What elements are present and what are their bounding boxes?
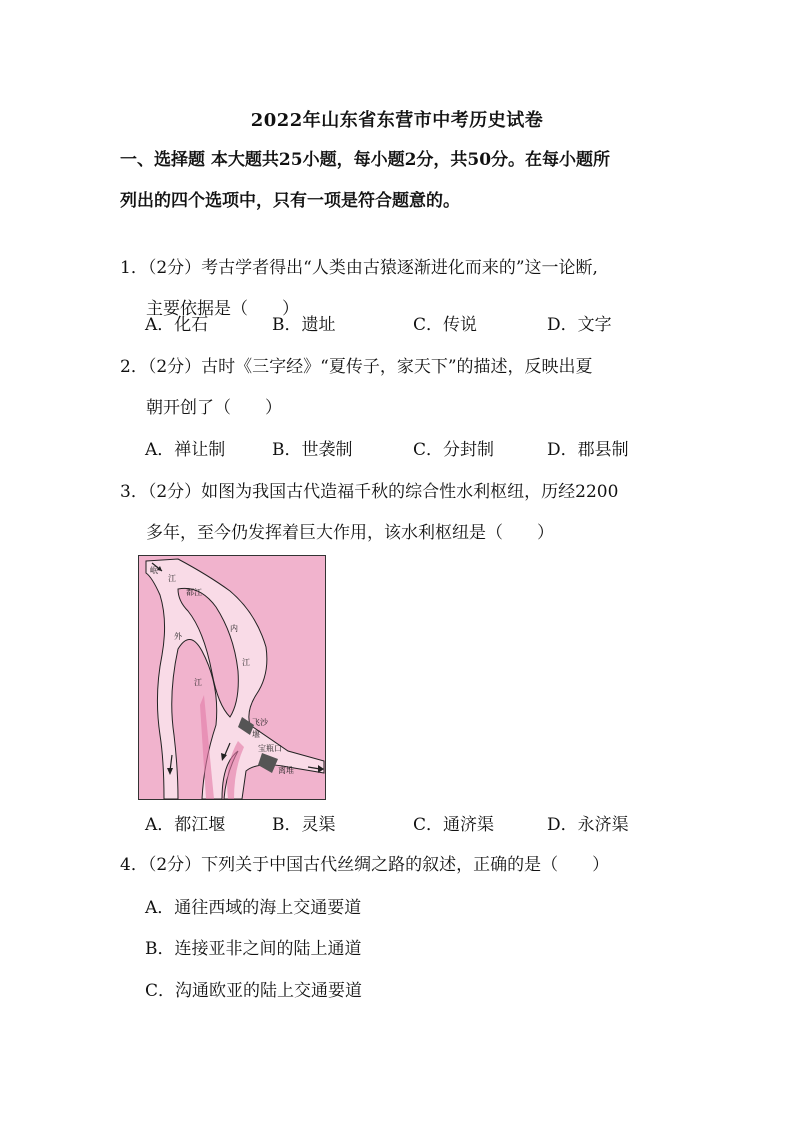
question-4-line-1: 4．（2分）下列关于中国古代丝绸之路的叙述，正确的是（ ） bbox=[120, 855, 610, 875]
label-baoping: 宝瓶口 bbox=[258, 744, 282, 753]
question-2 bbox=[120, 347, 690, 429]
question-2-line-1: 2．（2分）古时《三字经》“夏传子，家天下”的描述，反映出夏 bbox=[120, 357, 593, 377]
question-3-line-2: 多年，至今仍发挥着巨大作用，该水利枢纽是（ ） bbox=[146, 523, 554, 543]
label-jiang-3: 江 bbox=[194, 678, 202, 687]
section-line-2: 列出的四个选项中，只有一项是符合题意的。 bbox=[120, 191, 460, 211]
q2-option-c[interactable]: C．分封制 bbox=[413, 440, 495, 460]
q3-option-d[interactable]: D．永济渠 bbox=[547, 815, 629, 835]
question-1-line-1: 1．（2分）考古学者得出“人类由古猿逐渐进化而来的”这一论断, bbox=[120, 258, 598, 278]
q3-option-b[interactable]: B．灵渠 bbox=[272, 815, 336, 835]
question-3-line-1: 3．（2分）如图为我国古代造福千秋的综合性水利枢纽，历经2200 bbox=[120, 482, 619, 502]
dujiangyan-map bbox=[138, 555, 326, 800]
q4-option-b[interactable]: B．连接亚非之间的陆上通道 bbox=[145, 939, 362, 959]
question-1-line-2: 主要依据是（ ） bbox=[146, 299, 299, 319]
label-dujiang: 都江 bbox=[186, 588, 202, 597]
label-min: 岷 bbox=[150, 566, 158, 575]
label-lidui: 离堆 bbox=[278, 766, 294, 775]
section-heading bbox=[120, 140, 680, 222]
q1-option-a[interactable]: A．化石 bbox=[145, 315, 209, 335]
question-2-line-2: 朝开创了（ ） bbox=[146, 398, 282, 418]
question-4 bbox=[120, 845, 690, 886]
label-yan: 堰 bbox=[252, 730, 260, 739]
section-line-1: 一、选择题 本大题共25小题，每小题2分，共50分。在每小题所 bbox=[120, 150, 611, 170]
q2-option-d[interactable]: D．郡县制 bbox=[547, 440, 629, 460]
label-wai: 外 bbox=[174, 632, 182, 641]
q1-option-b[interactable]: B．遗址 bbox=[272, 315, 336, 335]
q1-option-c[interactable]: C．传说 bbox=[413, 315, 478, 335]
q1-option-d[interactable]: D．文字 bbox=[547, 315, 612, 335]
label-jiang-2: 江 bbox=[242, 658, 250, 667]
q4-option-a[interactable]: A．通往西域的海上交通要道 bbox=[145, 898, 362, 918]
label-nei: 内 bbox=[230, 624, 238, 633]
q4-option-c[interactable]: C．沟通欧亚的陆上交通要道 bbox=[145, 981, 363, 1001]
question-3 bbox=[120, 472, 690, 554]
label-feisha: 飞沙 bbox=[252, 718, 268, 727]
label-jiang-1: 江 bbox=[168, 574, 176, 583]
exam-title: 2022年山东省东营市中考历史试卷 bbox=[250, 110, 544, 131]
q3-option-c[interactable]: C．通济渠 bbox=[413, 815, 495, 835]
q2-option-b[interactable]: B．世袭制 bbox=[272, 440, 353, 460]
q3-option-a[interactable]: A．都江堰 bbox=[145, 815, 226, 835]
q2-option-a[interactable]: A．禅让制 bbox=[145, 440, 226, 460]
